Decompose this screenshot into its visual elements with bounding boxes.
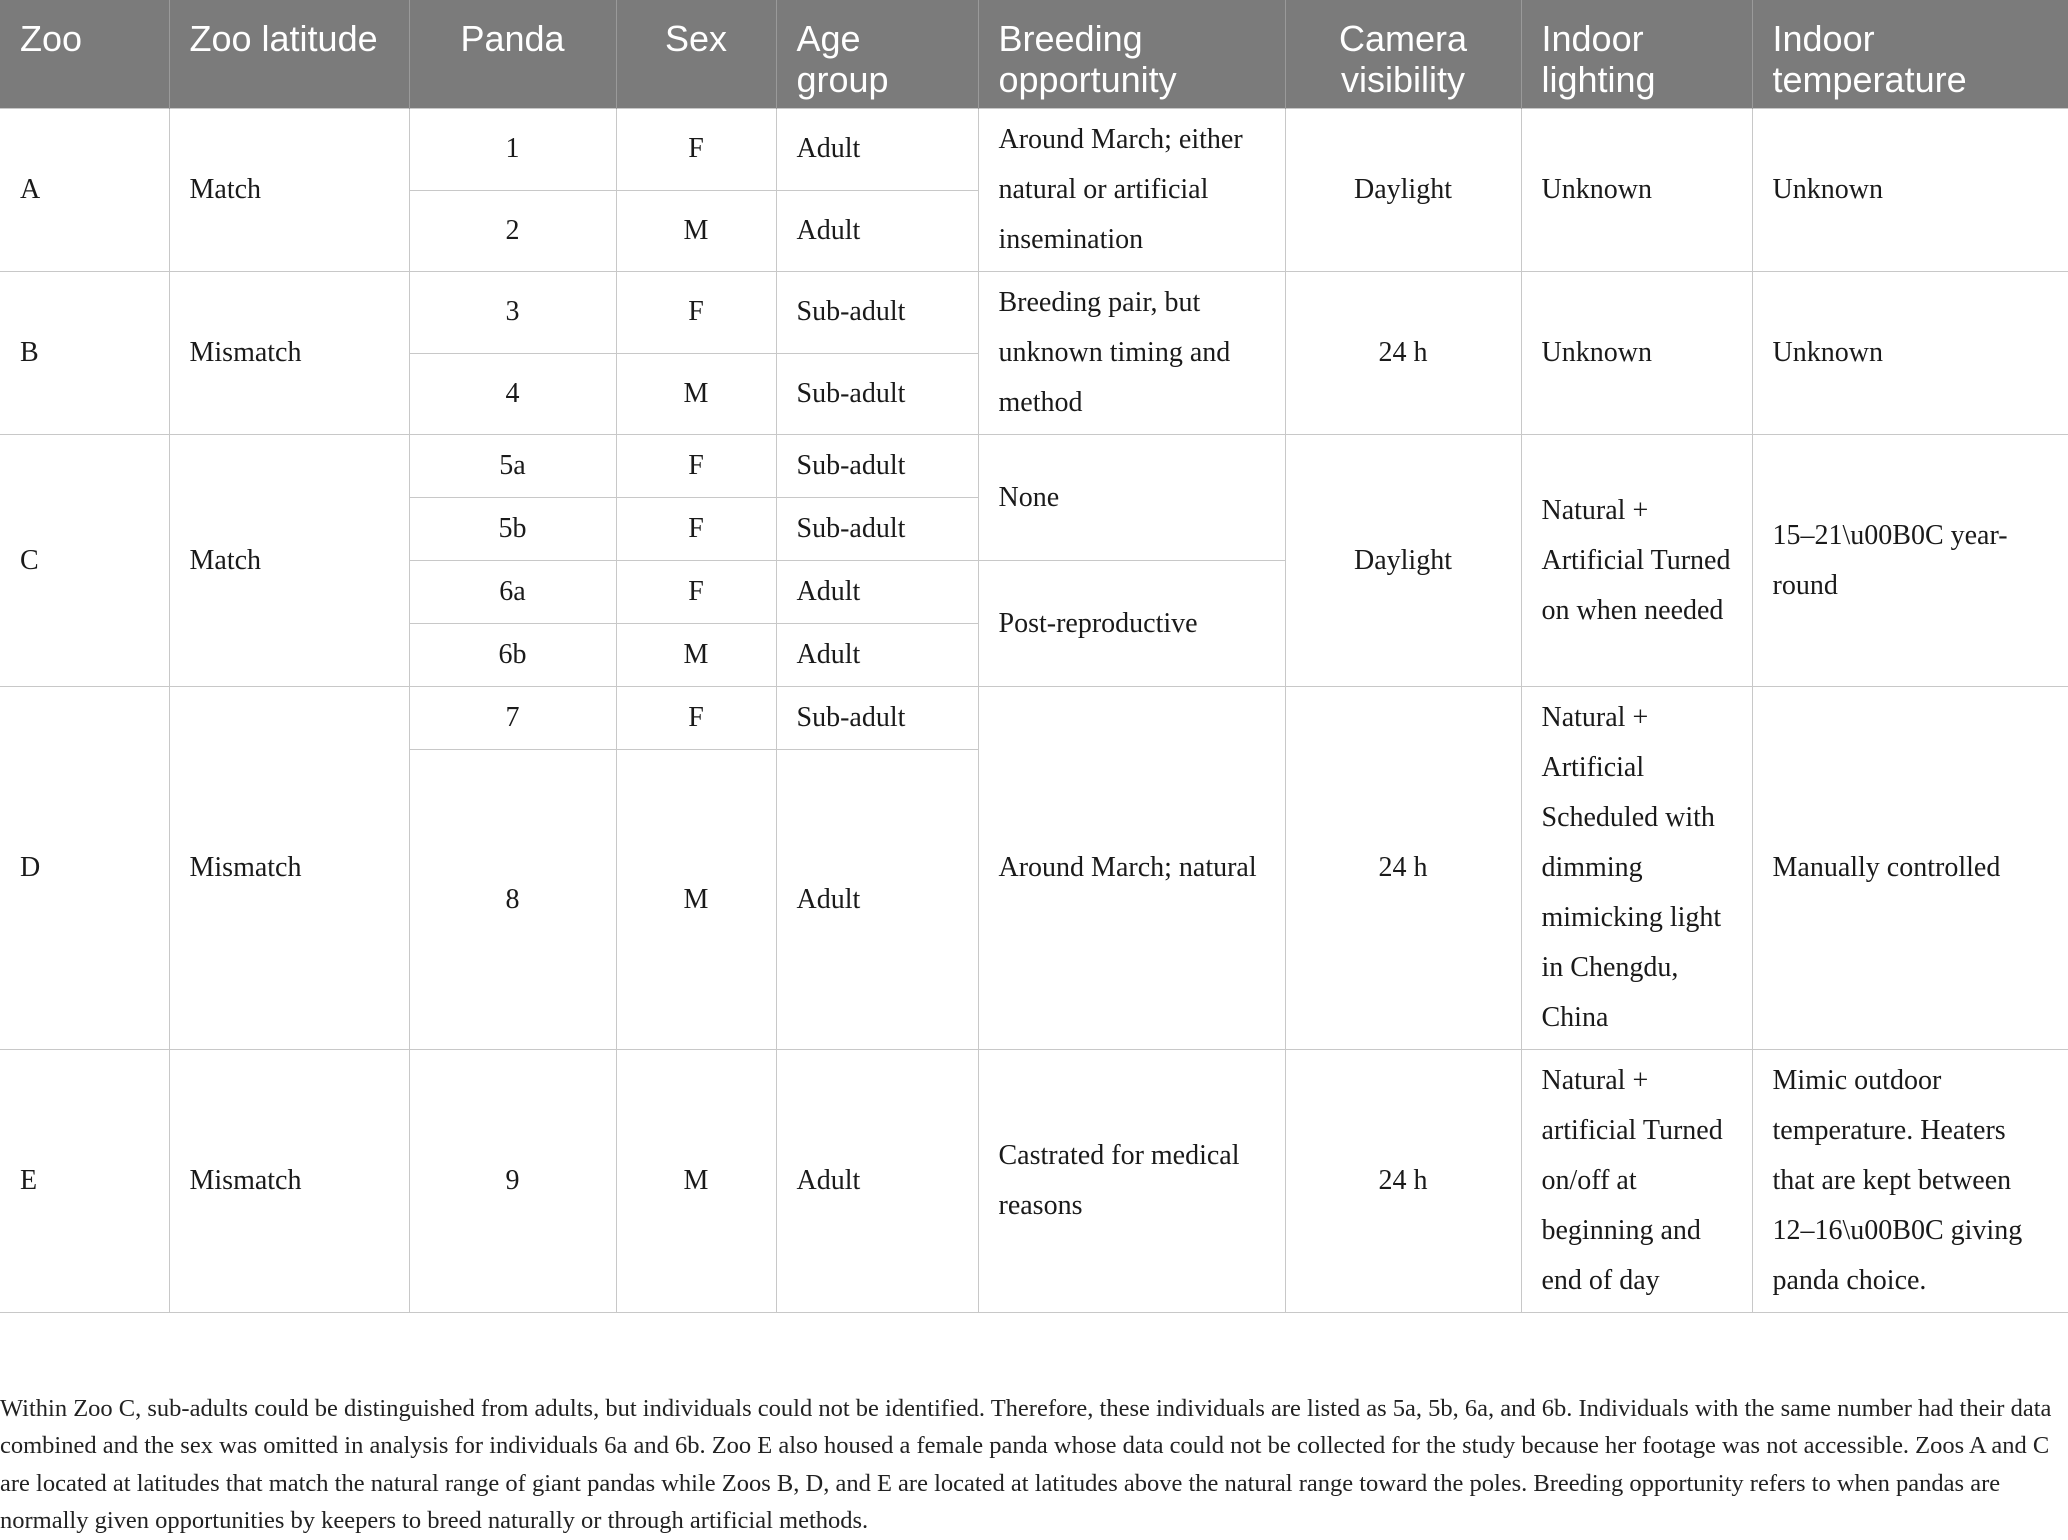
panda-id-cell: 6a xyxy=(409,561,616,624)
age-group-cell: Sub-adult xyxy=(776,272,978,354)
camera-cell: 24 h xyxy=(1285,1050,1521,1313)
panda-id-cell: 5b xyxy=(409,498,616,561)
latitude-cell: Mismatch xyxy=(169,1050,409,1313)
table-row xyxy=(0,272,2068,354)
zoo-cell: D xyxy=(0,687,169,1050)
temperature-cell: Unknown xyxy=(1752,272,2068,435)
panda-id-cell: 8 xyxy=(409,750,616,1050)
panda-id-cell: 1 xyxy=(409,109,616,191)
lighting-cell: Natural + Artificial Scheduled with dimming mimicking light in Chengdu, China xyxy=(1521,687,1752,1050)
age-group-cell: Adult xyxy=(776,624,978,687)
zoo-cell: A xyxy=(0,109,169,272)
age-group-cell: Sub-adult xyxy=(776,498,978,561)
latitude-cell: Match xyxy=(169,109,409,272)
header-indoor-lighting: Indoor lighting xyxy=(1521,0,1752,109)
breeding-cell: Around March; either natural or artificial insemination xyxy=(978,109,1285,272)
lighting-cell: Natural + Artificial Turned on when needed xyxy=(1521,435,1752,687)
age-group-cell: Adult xyxy=(776,190,978,272)
latitude-cell: Mismatch xyxy=(169,687,409,1050)
panda-id-cell: 9 xyxy=(409,1050,616,1313)
camera-cell: Daylight xyxy=(1285,435,1521,687)
sex-cell: F xyxy=(616,687,776,750)
sex-cell: M xyxy=(616,190,776,272)
breeding-cell: Castrated for medical reasons xyxy=(978,1050,1285,1313)
panda-id-cell: 4 xyxy=(409,353,616,435)
breeding-cell: Around March; natural xyxy=(978,687,1285,1050)
age-group-cell: Sub-adult xyxy=(776,353,978,435)
panda-id-cell: 7 xyxy=(409,687,616,750)
table-row xyxy=(0,1050,2068,1313)
lighting-cell: Unknown xyxy=(1521,109,1752,272)
latitude-cell: Mismatch xyxy=(169,272,409,435)
age-group-cell: Adult xyxy=(776,750,978,1050)
breeding-cell: Breeding pair, but unknown timing and method xyxy=(978,272,1285,435)
table-footnote: Within Zoo C, sub-adults could be distinguished from adults, but individuals could not be identified. Therefore, these individuals are listed as 5a, 5b, 6a, and 6b. Individuals with the same number had their data combined and the sex was omitted in analysis for individuals 6a and 6b. Zoo E also housed a female panda whose data could not be collected for the study because her footage was not accessible. Zoos A and C are located at latitudes that match the natural range of giant pandas while Zoos B, D, and E are located at latitudes above the natural range toward the poles. Breeding opportunity refers to when pandas are normally given opportunities by keepers to breed naturally or through artificial methods. xyxy=(0,1394,2052,1534)
header-zoo-latitude: Zoo latitude xyxy=(169,0,409,109)
sex-cell: F xyxy=(616,561,776,624)
temperature-cell: Mimic outdoor temperature. Heaters that are kept between 12–16\u00B0C giving panda choice. xyxy=(1752,1050,2068,1313)
header-panda: Panda xyxy=(409,0,616,109)
sex-cell: M xyxy=(616,624,776,687)
panda-id-cell: 3 xyxy=(409,272,616,354)
header-zoo: Zoo xyxy=(0,0,169,109)
header-breeding-opportunity: Breeding opportunity xyxy=(978,0,1285,109)
zoo-cell: E xyxy=(0,1050,169,1313)
sex-cell: F xyxy=(616,435,776,498)
sex-cell: F xyxy=(616,109,776,191)
sex-cell: M xyxy=(616,353,776,435)
panda-id-cell: 2 xyxy=(409,190,616,272)
temperature-cell: Manually controlled xyxy=(1752,687,2068,1050)
header-age-group: Age group xyxy=(776,0,978,109)
camera-cell: 24 h xyxy=(1285,272,1521,435)
zoo-cell: C xyxy=(0,435,169,687)
temperature-cell: Unknown xyxy=(1752,109,2068,272)
panda-id-cell: 6b xyxy=(409,624,616,687)
lighting-cell: Unknown xyxy=(1521,272,1752,435)
latitude-cell: Match xyxy=(169,435,409,687)
age-group-cell: Sub-adult xyxy=(776,687,978,750)
header-sex: Sex xyxy=(616,0,776,109)
breeding-cell: None xyxy=(978,435,1285,561)
zoo-cell: B xyxy=(0,272,169,435)
sex-cell: M xyxy=(616,1050,776,1313)
table-row xyxy=(0,435,2068,498)
breeding-cell: Post-reproductive xyxy=(978,561,1285,687)
panda-id-cell: 5a xyxy=(409,435,616,498)
header-row xyxy=(0,0,2068,109)
age-group-cell: Adult xyxy=(776,1050,978,1313)
lighting-cell: Natural + artificial Turned on/off at beginning and end of day xyxy=(1521,1050,1752,1313)
age-group-cell: Adult xyxy=(776,561,978,624)
table-row xyxy=(0,109,2068,191)
header-indoor-temperature: Indoor temperature xyxy=(1752,0,2068,109)
camera-cell: 24 h xyxy=(1285,687,1521,1050)
sex-cell: F xyxy=(616,272,776,354)
camera-cell: Daylight xyxy=(1285,109,1521,272)
table-row xyxy=(0,687,2068,750)
header-camera-visibility: Camera visibility xyxy=(1285,0,1521,109)
sex-cell: M xyxy=(616,750,776,1050)
sex-cell: F xyxy=(616,498,776,561)
age-group-cell: Sub-adult xyxy=(776,435,978,498)
age-group-cell: Adult xyxy=(776,109,978,191)
temperature-cell: 15–21\u00B0C year-round xyxy=(1752,435,2068,687)
